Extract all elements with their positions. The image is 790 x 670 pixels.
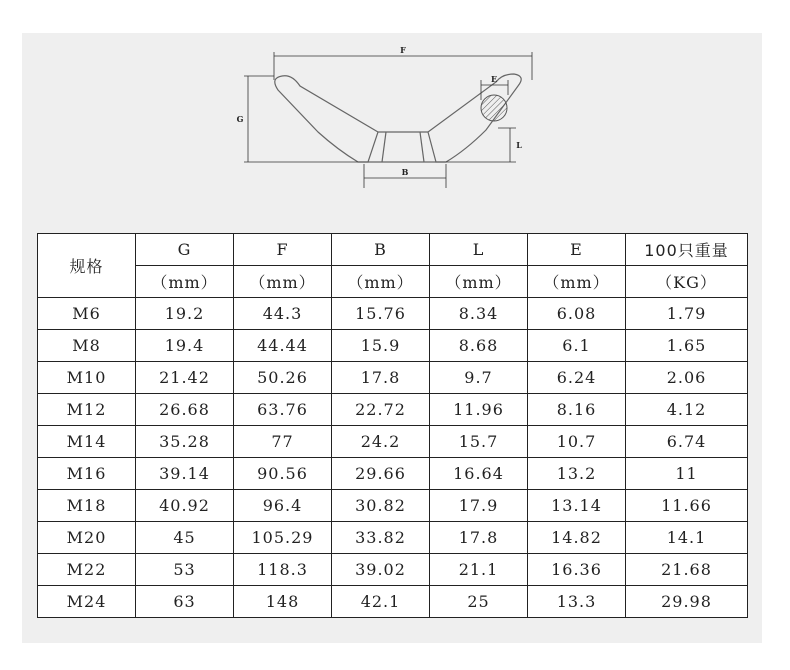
unit-row: [38, 266, 748, 298]
table-cell: 6.24: [528, 362, 626, 394]
table-cell: 13.3: [528, 586, 626, 618]
table-cell: 40.92: [136, 490, 234, 522]
table-cell: 105.29: [234, 522, 332, 554]
table-row: [38, 298, 748, 330]
table-cell: 50.26: [234, 362, 332, 394]
table-cell: 11.96: [430, 394, 528, 426]
table-cell: 45: [136, 522, 234, 554]
dim-label-b: B: [401, 167, 409, 177]
table-cell: 9.7: [430, 362, 528, 394]
table-cell: M16: [38, 458, 136, 490]
table-row: [38, 362, 748, 394]
spec-header: 规格: [38, 234, 136, 298]
column-header: B: [332, 234, 430, 266]
table-cell: 6.1: [528, 330, 626, 362]
unit-cell: （mm）: [528, 266, 626, 298]
table-cell: M12: [38, 394, 136, 426]
table-cell: 11: [626, 458, 748, 490]
table-cell: 44.3: [234, 298, 332, 330]
table-cell: 29.66: [332, 458, 430, 490]
table-cell: 26.68: [136, 394, 234, 426]
table-cell: 21.1: [430, 554, 528, 586]
header-row: [38, 234, 748, 266]
table-cell: 19.2: [136, 298, 234, 330]
table-cell: 42.1: [332, 586, 430, 618]
unit-cell: （mm）: [234, 266, 332, 298]
table-cell: 96.4: [234, 490, 332, 522]
table-cell: 1.79: [626, 298, 748, 330]
table-cell: 13.2: [528, 458, 626, 490]
dim-label-f: F: [400, 45, 406, 55]
table-cell: 21.68: [626, 554, 748, 586]
table-cell: 4.12: [626, 394, 748, 426]
table-cell: 15.76: [332, 298, 430, 330]
table-cell: 11.66: [626, 490, 748, 522]
unit-cell: （KG）: [626, 266, 748, 298]
table-cell: M8: [38, 330, 136, 362]
table-cell: M10: [38, 362, 136, 394]
table-row: [38, 458, 748, 490]
unit-cell: （mm）: [332, 266, 430, 298]
table-cell: 44.44: [234, 330, 332, 362]
table-cell: 10.7: [528, 426, 626, 458]
table-cell: 25: [430, 586, 528, 618]
table-row: [38, 426, 748, 458]
wing-nut-diagram: [218, 40, 548, 200]
table-cell: 148: [234, 586, 332, 618]
table-cell: M22: [38, 554, 136, 586]
table-cell: 24.2: [332, 426, 430, 458]
table-cell: 15.9: [332, 330, 430, 362]
table-cell: M24: [38, 586, 136, 618]
table-cell: 17.8: [430, 522, 528, 554]
table-row: [38, 522, 748, 554]
table-cell: 22.72: [332, 394, 430, 426]
table-cell: 21.42: [136, 362, 234, 394]
dim-label-g: G: [236, 114, 244, 124]
table-cell: 90.56: [234, 458, 332, 490]
table-cell: 19.4: [136, 330, 234, 362]
table-cell: 6.74: [626, 426, 748, 458]
table-cell: 6.08: [528, 298, 626, 330]
table-cell: 8.16: [528, 394, 626, 426]
table-cell: 39.02: [332, 554, 430, 586]
table-cell: 35.28: [136, 426, 234, 458]
table-cell: 8.68: [430, 330, 528, 362]
table-cell: 8.34: [430, 298, 528, 330]
table-cell: 16.64: [430, 458, 528, 490]
table-cell: 29.98: [626, 586, 748, 618]
table-cell: 1.65: [626, 330, 748, 362]
table-cell: 14.82: [528, 522, 626, 554]
table-cell: 118.3: [234, 554, 332, 586]
table-cell: M6: [38, 298, 136, 330]
table-cell: 77: [234, 426, 332, 458]
table-cell: 33.82: [332, 522, 430, 554]
table-cell: 63.76: [234, 394, 332, 426]
column-header: 100只重量: [626, 234, 748, 266]
table-cell: 13.14: [528, 490, 626, 522]
column-header: G: [136, 234, 234, 266]
table-cell: 17.9: [430, 490, 528, 522]
table-row: [38, 554, 748, 586]
table-row: [38, 330, 748, 362]
unit-cell: （mm）: [136, 266, 234, 298]
dim-label-l: L: [516, 140, 522, 150]
table-row: [38, 586, 748, 618]
table-cell: 30.82: [332, 490, 430, 522]
table-cell: 16.36: [528, 554, 626, 586]
table-cell: 14.1: [626, 522, 748, 554]
table-row: [38, 394, 748, 426]
table-cell: M18: [38, 490, 136, 522]
table-cell: 15.7: [430, 426, 528, 458]
spec-table: [37, 233, 748, 618]
table-cell: M20: [38, 522, 136, 554]
column-header: E: [528, 234, 626, 266]
table-cell: M14: [38, 426, 136, 458]
column-header: F: [234, 234, 332, 266]
table-cell: 2.06: [626, 362, 748, 394]
table-cell: 39.14: [136, 458, 234, 490]
table-row: [38, 490, 748, 522]
column-header: L: [430, 234, 528, 266]
table-cell: 53: [136, 554, 234, 586]
dim-label-e: E: [490, 74, 498, 84]
table-cell: 17.8: [332, 362, 430, 394]
table-cell: 63: [136, 586, 234, 618]
unit-cell: （mm）: [430, 266, 528, 298]
